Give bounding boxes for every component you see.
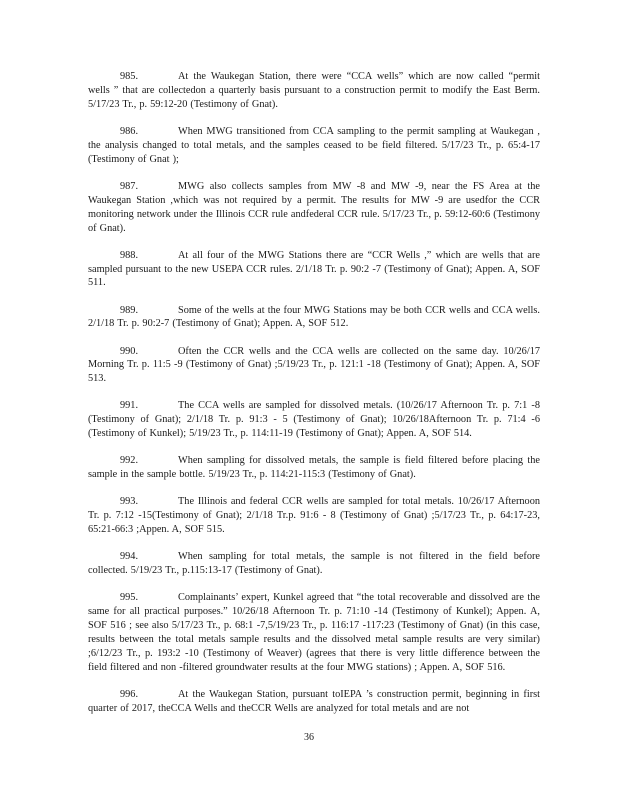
paragraph-number: 989.	[120, 304, 139, 316]
paragraph-number: 991.	[120, 400, 139, 412]
paragraph-text: MWG also collects samples from MW -8 and MW -9, near the FS Area at the Waukegan Station ,which was not required by a permit. The results for MW -9 are usedfor the CCR monitoring network under the Illinois CCR rule andfederal CCR rule. 5/17/23 Tr., p. 59:12-60:6 (Testimony of Gnat).	[88, 180, 540, 234]
paragraph-996	[88, 688, 540, 716]
paragraph-989	[88, 304, 540, 332]
paragraph-number: 990.	[120, 345, 139, 357]
page-number: 36	[304, 732, 314, 743]
paragraph-text: Some of the wells at the four MWG Stations may be both CCR wells and CCA wells. 2/1/18 Tr. p. 90:2-7 (Testimony of Gnat); Appen. A, SOF 512.	[88, 304, 540, 330]
paragraph-990	[88, 345, 540, 387]
paragraph-992	[88, 454, 540, 482]
paragraph-text: Complainants’ expert, Kunkel agreed that “the total recoverable and dissolved are the same for all practical purposes.” 10/26/18 Afternoon Tr. p. 71:10 -14 (Testimony of Kunkel); Appen. A, SOF 516 ; see also 5/17/23 Tr., p. 68:1 -7,5/19/23 Tr., p. 116:17 -117:23 (Testimony of Gnat) (in this case, results between the total metals sample results and the dissolved metal sample results are very similar) ;6/12/23 Tr., p. 193:2 -10 (Testimony of Weaver) (agrees that there is very little difference between the field filtered and non -filtered groundwater results at the four MWG stations) ; Appen. A, SOF 516.	[88, 592, 540, 673]
paragraph-text: At all four of the MWG Stations there are “CCR Wells ,” which are wells that are sampled pursuant to the new USEPA CCR rules. 2/1/18 Tr. p. 90:2 -7 (Testimony of Gnat); Appen. A, SOF 511.	[88, 249, 540, 289]
paragraph-number: 988.	[120, 249, 139, 261]
paragraph-995	[88, 591, 540, 674]
paragraph-994	[88, 550, 540, 578]
paragraph-text: Often the CCR wells and the CCA wells are collected on the same day. 10/26/17 Morning Tr. p. 11:5 -9 (Testimony of Gnat) ;5/19/23 Tr., p. 121:1 -18 (Testimony of Gnat); Appen. A, SOF 513.	[88, 345, 540, 385]
paragraph-text: The Illinois and federal CCR wells are sampled for total metals. 10/26/17 Afternoon Tr. p. 7:12 -15(Testimony of Gnat); 2/1/18 Tr.p. 91:6 - 8 (Testimony of Gnat) ;5/17/23 Tr., p. 64:17-23, 65:21-66:3 ;Appen. A, SOF 515.	[88, 496, 540, 536]
paragraph-985	[88, 70, 540, 112]
paragraph-number: 994.	[120, 551, 139, 563]
paragraph-text: The CCA wells are sampled for dissolved metals. (10/26/17 Afternoon Tr. p. 7:1 -8 (Testimony of Gnat); 2/1/18 Tr. p. 91:3 - 5 (Testimony of Gnat); 10/26/18Afternoon Tr. p. 71:4 -6 (Testimony of Kunkel); 5/19/23 Tr., p. 114:11-19 (Testimony of Gnat); Appen. A, SOF 514.	[88, 400, 540, 440]
paragraph-number: 987.	[120, 180, 139, 192]
paragraph-number: 993.	[120, 496, 139, 508]
page-body	[88, 70, 540, 729]
paragraph-number: 992.	[120, 455, 139, 467]
paragraph-text: When MWG transitioned from CCA sampling to the permit sampling at Waukegan , the analysis changed to total metals, and the samples ceased to be field filtered. 5/17/23 Tr., p. 65:4-17 (Testimony of Gnat );	[88, 125, 540, 165]
paragraph-988	[88, 249, 540, 291]
paragraph-text: At the Waukegan Station, pursuant toIEPA ’s construction permit, beginning in first quarter of 2017, theCCA Wells and theCCR Wells are analyzed for total metals and are not	[88, 688, 540, 714]
paragraph-number: 995.	[120, 592, 139, 604]
paragraph-text: At the Waukegan Station, there were “CCA wells” which are now called “permit wells ” that are collectedon a quarterly basis pursuant to a construction permit to modify the East Berm. 5/17/23 Tr., p. 59:12-20 (Testimony of Gnat).	[88, 71, 540, 110]
paragraph-number: 996.	[120, 688, 139, 700]
paragraph-number: 985.	[120, 71, 139, 82]
paragraph-text: When sampling for dissolved metals, the sample is field filtered before placing the sample in the sample bottle. 5/19/23 Tr., p. 114:21-115:3 (Testimony of Gnat).	[88, 455, 540, 481]
paragraph-993	[88, 495, 540, 537]
paragraph-986	[88, 125, 540, 167]
paragraph-991	[88, 399, 540, 441]
paragraph-number: 986.	[120, 125, 139, 137]
paragraph-text: When sampling for total metals, the sample is not filtered in the field before collected. 5/19/23 Tr., p.115:13-17 (Testimony of Gnat).	[88, 551, 540, 577]
paragraph-987	[88, 180, 540, 236]
